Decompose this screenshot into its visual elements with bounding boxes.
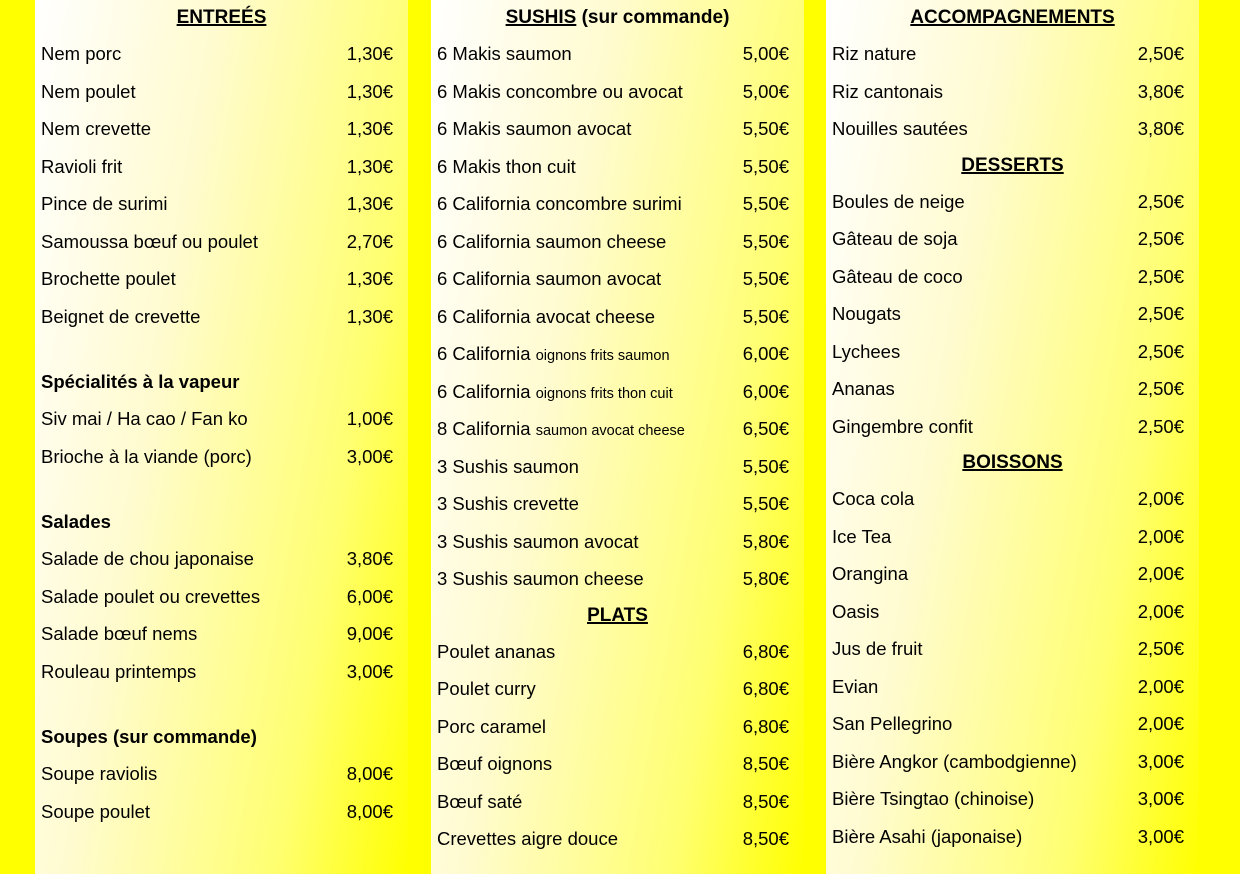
item-price: 2,00€ — [1137, 713, 1184, 734]
item-name-text: Lychees — [832, 340, 901, 362]
item-price: 6,50€ — [742, 418, 789, 439]
item-price: 2,50€ — [1137, 265, 1184, 287]
menu-item — [431, 110, 804, 148]
item-price: 5,80€ — [742, 568, 789, 589]
item-name — [832, 110, 968, 148]
menu-item — [431, 73, 804, 111]
menu-item — [431, 373, 804, 411]
item-name — [437, 298, 655, 336]
item-name — [41, 298, 200, 336]
menu-item — [431, 560, 804, 598]
menu-item — [826, 780, 1199, 818]
item-name-text: Coca cola — [832, 488, 915, 509]
menu-item — [826, 370, 1199, 408]
item-name-text: Oasis — [832, 600, 880, 622]
item-name-text: 3 Sushis saumon cheese — [437, 568, 644, 589]
item-name — [437, 35, 572, 73]
menu-item — [826, 818, 1199, 856]
item-name — [437, 485, 579, 523]
item-name — [832, 333, 900, 371]
item-name — [832, 630, 923, 668]
item-name — [832, 668, 878, 706]
item-name — [41, 148, 122, 186]
item-name — [437, 560, 644, 598]
item-name-text: Gâteau de coco — [832, 265, 963, 287]
item-name-text: Ice Tea — [832, 525, 892, 547]
item-name-text: 6 California saumon cheese — [437, 230, 667, 252]
item-price: 2,00€ — [1137, 563, 1184, 584]
section-heading — [431, 0, 804, 35]
item-price: 6,00€ — [742, 380, 789, 402]
menu-column-sushis-plats — [431, 0, 804, 874]
item-name — [832, 743, 1077, 781]
menu-item — [35, 148, 408, 186]
menu-item — [35, 185, 408, 223]
item-name-text: Soupe poulet — [41, 800, 151, 822]
item-price: 3,00€ — [1137, 750, 1184, 772]
subsection-heading: Spécialités à la vapeur — [41, 370, 240, 392]
item-name — [437, 448, 579, 486]
item-name — [437, 110, 631, 148]
item-name-text: Gâteau de soja — [832, 228, 958, 249]
item-name — [832, 220, 957, 258]
item-price: 2,70€ — [346, 230, 393, 252]
item-name — [832, 555, 908, 593]
item-name — [437, 783, 522, 821]
menu-item — [35, 260, 408, 298]
item-name — [437, 223, 666, 261]
menu-item — [35, 755, 408, 793]
menu-item — [431, 223, 804, 261]
item-name-text: Samoussa bœuf ou poulet — [41, 230, 258, 252]
menu-item — [431, 633, 804, 671]
item-price: 1,00€ — [346, 408, 393, 429]
menu-item — [431, 185, 804, 223]
item-name-text: Soupe raviolis — [41, 763, 158, 784]
item-price: 5,50€ — [742, 493, 789, 514]
item-name — [41, 615, 197, 653]
section-title: SUSHIS — [505, 7, 577, 28]
item-price: 3,80€ — [1137, 118, 1184, 139]
item-price: 2,00€ — [1137, 525, 1184, 547]
menu-item — [35, 438, 408, 476]
item-name — [41, 35, 121, 73]
menu-item — [431, 670, 804, 708]
menu-item — [35, 540, 408, 578]
item-name — [437, 523, 639, 561]
item-name-text: 6 Makis saumon avocat — [437, 118, 632, 139]
item-detail: oignons frits saumon — [535, 348, 670, 364]
item-name — [437, 373, 673, 414]
menu-item — [826, 593, 1199, 631]
item-name-text: Salade poulet ou crevettes — [41, 585, 261, 607]
item-price: 8,00€ — [346, 763, 393, 784]
section-note: (sur commande) — [576, 7, 730, 28]
menu-item — [826, 743, 1199, 781]
item-price: 3,00€ — [346, 660, 393, 682]
item-name — [832, 780, 1034, 818]
item-name — [41, 438, 252, 476]
item-name — [832, 73, 943, 111]
item-price: 2,00€ — [1137, 488, 1184, 509]
item-price: 5,50€ — [742, 230, 789, 252]
item-name — [437, 633, 555, 671]
section-title: ENTREÉS — [176, 7, 267, 28]
item-price: 5,00€ — [742, 80, 789, 102]
item-price: 2,00€ — [1137, 675, 1184, 697]
section-title: BOISSONS — [962, 452, 1063, 473]
menu-item — [826, 35, 1199, 73]
item-name — [41, 578, 260, 616]
item-name-text: Poulet ananas — [437, 640, 556, 662]
item-name — [437, 410, 685, 451]
item-name — [437, 335, 670, 376]
menu-item — [35, 35, 408, 73]
item-price: 5,00€ — [742, 43, 789, 64]
item-name — [832, 818, 1022, 856]
item-name — [41, 755, 157, 793]
menu-item — [35, 73, 408, 111]
menu-item — [826, 295, 1199, 333]
menu-item — [826, 705, 1199, 743]
item-name-text: Boules de neige — [832, 190, 965, 212]
item-name — [41, 110, 151, 148]
menu-item — [431, 148, 804, 186]
item-name-text: 3 Sushis saumon — [437, 455, 579, 477]
item-name — [41, 73, 136, 111]
item-detail: oignons frits thon cuit — [535, 385, 673, 402]
item-price: 3,80€ — [1137, 80, 1184, 102]
item-name-text: Nem poulet — [41, 80, 136, 102]
item-name-text: Evian — [832, 675, 879, 697]
item-price: 5,80€ — [742, 530, 789, 552]
item-price: 8,50€ — [742, 790, 789, 812]
item-name — [41, 793, 150, 831]
item-price: 1,30€ — [346, 193, 393, 214]
section-title: DESSERTS — [961, 154, 1064, 176]
item-detail: saumon avocat cheese — [535, 423, 685, 439]
menu-item — [826, 668, 1199, 706]
menu-item — [35, 793, 408, 831]
item-price: 2,50€ — [1137, 378, 1184, 399]
item-name — [832, 258, 963, 296]
item-name — [437, 148, 576, 186]
menu-item — [431, 260, 804, 298]
item-price: 3,00€ — [1137, 788, 1184, 809]
menu-item — [826, 258, 1199, 296]
menu-item — [431, 745, 804, 783]
item-name — [41, 223, 258, 261]
item-name-text: Riz cantonais — [832, 80, 944, 102]
item-price: 2,50€ — [1137, 638, 1184, 659]
item-name-text: 6 Makis saumon — [437, 43, 572, 64]
menu-item — [35, 578, 408, 616]
item-name — [41, 185, 167, 223]
item-name — [832, 480, 914, 518]
item-price: 5,50€ — [742, 305, 789, 327]
menu-item — [35, 400, 408, 438]
item-name-text: Riz nature — [832, 43, 917, 64]
menu-item — [431, 35, 804, 73]
menu-item — [826, 333, 1199, 371]
item-price: 3,00€ — [1137, 825, 1184, 847]
menu-item — [826, 480, 1199, 518]
item-name-text: Pince de surimi — [41, 193, 168, 214]
item-name — [437, 260, 661, 298]
section-heading — [826, 148, 1199, 183]
item-price: 1,30€ — [346, 43, 393, 64]
item-name — [41, 540, 254, 578]
item-name-text: Porc caramel — [437, 715, 546, 737]
item-name-text: Bœuf saté — [437, 790, 523, 812]
item-price: 1,30€ — [346, 268, 393, 289]
item-price: 1,30€ — [346, 80, 393, 102]
menu-item — [431, 485, 804, 523]
menu-item — [826, 73, 1199, 111]
item-name-text: Nougats — [832, 303, 901, 324]
item-name-text: Bière Tsingtao (chinoise) — [832, 788, 1035, 809]
menu-item — [431, 708, 804, 746]
menu-item — [35, 298, 408, 336]
item-price: 5,50€ — [742, 193, 789, 214]
menu-column-accompagnements-desserts-boissons — [826, 0, 1199, 874]
menu-item — [35, 110, 408, 148]
item-name-text: Beignet de crevette — [41, 305, 201, 327]
item-price: 6,00€ — [346, 585, 393, 607]
item-name-text: 6 California — [437, 343, 531, 364]
item-price: 6,80€ — [742, 640, 789, 662]
subsection-heading: Salades — [41, 510, 111, 532]
menu-item — [431, 410, 804, 448]
item-name-text: San Pellegrino — [832, 713, 953, 734]
item-name — [832, 370, 895, 408]
item-name-text: Poulet curry — [437, 678, 536, 699]
item-price: 8,50€ — [742, 828, 789, 849]
menu-item — [826, 220, 1199, 258]
menu-item — [35, 653, 408, 691]
section-title: ACCOMPAGNEMENTS — [910, 7, 1115, 28]
section-heading — [826, 0, 1199, 35]
menu-item — [431, 820, 804, 858]
item-price: 1,30€ — [346, 305, 393, 327]
item-name — [832, 705, 952, 743]
menu-item — [826, 518, 1199, 556]
item-name-text: 6 Makis thon cuit — [437, 155, 576, 177]
item-price: 2,50€ — [1137, 303, 1184, 324]
item-name-text: Nouilles sautées — [832, 118, 968, 139]
item-price: 6,80€ — [742, 678, 789, 699]
item-price: 2,50€ — [1137, 415, 1184, 437]
menu-item — [431, 523, 804, 561]
item-name — [41, 400, 248, 438]
item-name-text: 6 California saumon avocat — [437, 268, 662, 289]
menu-item — [826, 555, 1199, 593]
item-name-text: 3 Sushis crevette — [437, 493, 579, 514]
item-price: 1,30€ — [346, 118, 393, 139]
section-title: PLATS — [587, 604, 648, 626]
item-name-text: 6 California avocat cheese — [437, 305, 656, 327]
section-heading — [431, 598, 804, 633]
item-name — [437, 670, 536, 708]
item-price: 6,00€ — [742, 343, 789, 364]
menu-item — [35, 223, 408, 261]
item-price: 2,50€ — [1137, 340, 1184, 362]
item-name — [832, 408, 973, 446]
menu-item — [35, 615, 408, 653]
menu-item — [431, 335, 804, 373]
item-name — [437, 185, 682, 223]
item-name-text: Nem crevette — [41, 118, 152, 139]
menu-item — [431, 298, 804, 336]
menu-item — [431, 783, 804, 821]
item-name-text: 8 California — [437, 418, 531, 439]
item-name-text: Salade bœuf nems — [41, 623, 198, 644]
item-name-text: Siv mai / Ha cao / Fan ko — [41, 408, 248, 429]
item-price: 5,50€ — [742, 455, 789, 477]
item-price: 3,80€ — [346, 548, 393, 569]
item-name-text: 6 Makis concombre ou avocat — [437, 80, 683, 102]
item-name-text: Brioche à la viande (porc) — [41, 445, 252, 467]
item-price: 5,50€ — [742, 268, 789, 289]
item-price: 9,00€ — [346, 623, 393, 644]
menu-item — [826, 408, 1199, 446]
item-name — [41, 653, 196, 691]
item-name-text: 6 California — [437, 380, 531, 402]
item-name — [832, 295, 901, 333]
item-name-text: Jus de fruit — [832, 638, 923, 659]
menu-item — [826, 630, 1199, 668]
item-name-text: Gingembre confit — [832, 415, 973, 437]
item-price: 2,00€ — [1137, 600, 1184, 622]
item-name — [41, 260, 176, 298]
item-name — [832, 518, 891, 556]
section-heading — [826, 445, 1199, 480]
menu-item — [826, 110, 1199, 148]
menu-column-entrees — [35, 0, 408, 874]
item-name — [832, 593, 879, 631]
item-name-text: Salade de chou japonaise — [41, 548, 254, 569]
item-price: 2,50€ — [1137, 43, 1184, 64]
item-price: 8,50€ — [742, 753, 789, 774]
item-price: 3,00€ — [346, 445, 393, 467]
item-name-text: Nem porc — [41, 43, 122, 64]
item-price: 2,50€ — [1137, 228, 1184, 249]
item-name — [832, 35, 916, 73]
item-price: 6,80€ — [742, 715, 789, 737]
item-name-text: Bœuf oignons — [437, 753, 553, 774]
section-heading — [35, 0, 408, 35]
item-price: 1,30€ — [346, 155, 393, 177]
item-name-text: Rouleau printemps — [41, 660, 197, 682]
menu-item — [826, 183, 1199, 221]
item-name-text: 3 Sushis saumon avocat — [437, 530, 639, 552]
item-name-text: Crevettes aigre douce — [437, 828, 618, 849]
item-name-text: Bière Angkor (cambodgienne) — [832, 750, 1077, 772]
menu-item — [431, 448, 804, 486]
item-name-text: Bière Asahi (japonaise) — [832, 825, 1023, 847]
item-name-text: Ravioli frit — [41, 155, 123, 177]
item-name-text: Orangina — [832, 563, 909, 584]
item-name-text: 6 California concombre surimi — [437, 193, 682, 214]
item-name-text: Brochette poulet — [41, 268, 176, 289]
item-price: 2,50€ — [1137, 190, 1184, 212]
item-price: 8,00€ — [346, 800, 393, 822]
item-price: 5,50€ — [742, 155, 789, 177]
subsection-heading: Soupes (sur commande) — [41, 725, 257, 747]
item-name-text: Ananas — [832, 378, 895, 399]
item-name — [437, 708, 546, 746]
item-name — [437, 745, 552, 783]
item-name — [832, 183, 965, 221]
item-price: 5,50€ — [742, 118, 789, 139]
item-name — [437, 73, 683, 111]
item-name — [437, 820, 618, 858]
